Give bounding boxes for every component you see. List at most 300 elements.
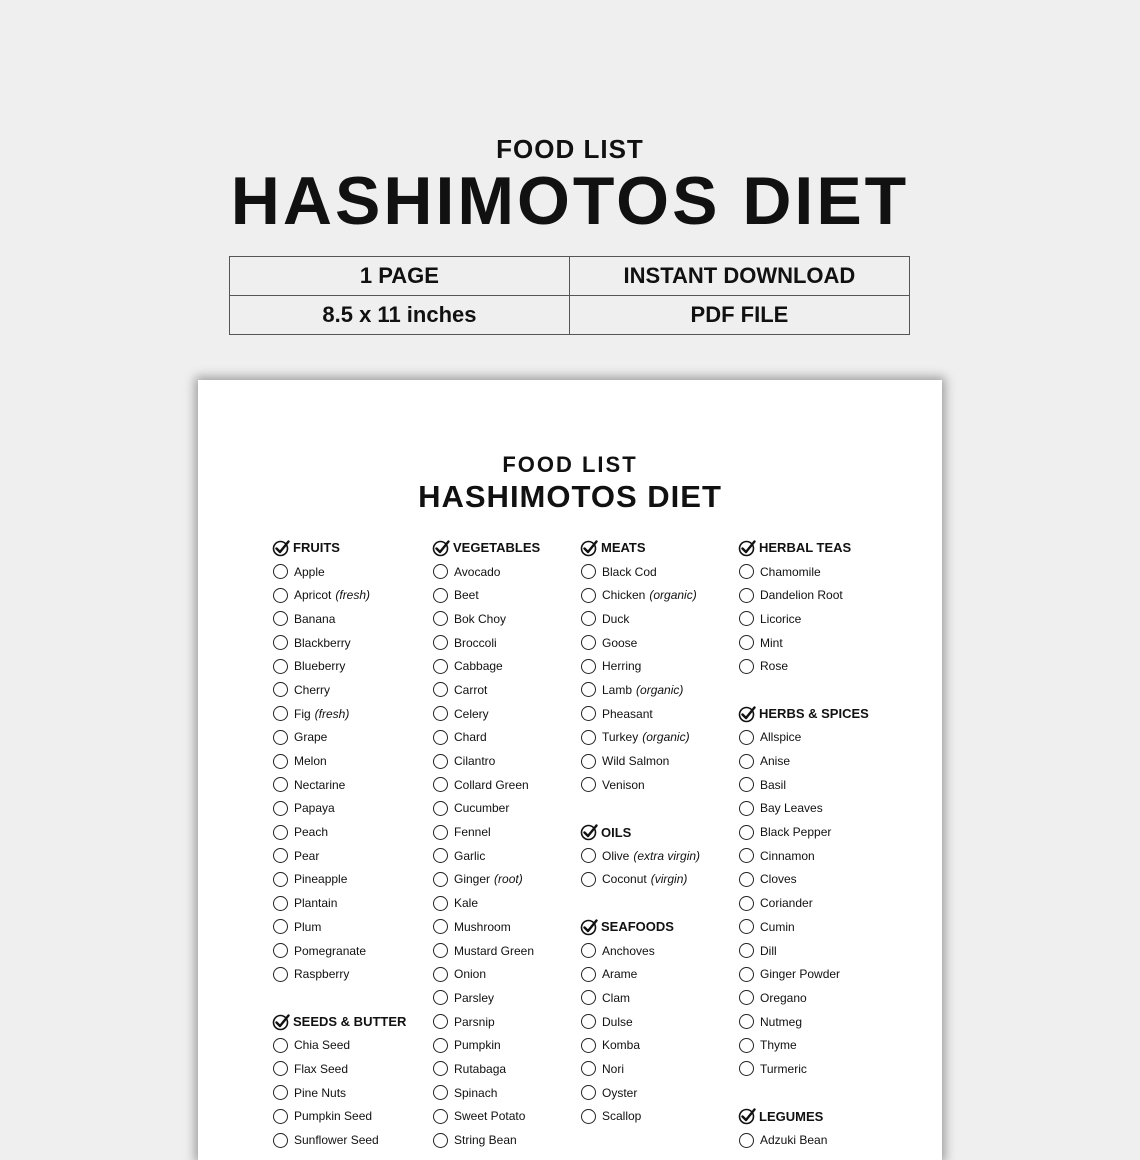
checklist-item-parsley xyxy=(433,986,540,1010)
checklist-item-onion xyxy=(433,962,540,986)
item-label: Goose xyxy=(602,635,638,650)
section-title: LEGUMES xyxy=(759,1108,824,1124)
item-label: Black Cod xyxy=(602,564,657,579)
checklist-item-nutmeg xyxy=(739,1010,869,1034)
item-label: Celery xyxy=(454,706,489,721)
checkbox-circle-icon xyxy=(273,825,288,840)
item-label: Melon xyxy=(294,754,327,769)
checklist-item-oyster xyxy=(581,1081,700,1105)
section-spacer xyxy=(581,797,700,821)
item-label: Thyme xyxy=(760,1038,797,1053)
checkbox-circle-icon xyxy=(581,730,596,745)
item-label: Cilantro xyxy=(454,754,496,769)
checkbox-circle-icon xyxy=(273,919,288,934)
item-label: Sunflower Seed xyxy=(294,1133,379,1148)
checkbox-circle-icon xyxy=(273,588,288,603)
checklist-item-scallop xyxy=(581,1105,700,1129)
checklist-item-coriander xyxy=(739,891,869,915)
food-column-2 xyxy=(433,536,540,1152)
item-label: Collard Green xyxy=(454,777,529,792)
checkbox-circle-icon xyxy=(739,659,754,674)
item-label: Blueberry xyxy=(294,659,346,674)
item-label: Cumin xyxy=(760,919,795,934)
checkbox-circle-icon xyxy=(581,635,596,650)
checklist-item-peach xyxy=(273,820,406,844)
page-title: HASHIMOTOS DIET xyxy=(418,479,722,514)
checkbox-circle-icon xyxy=(433,564,448,579)
checklist-item-dulse xyxy=(581,1010,700,1034)
page-subtitle: FOOD LIST xyxy=(502,452,638,477)
item-label: Broccoli xyxy=(454,635,497,650)
item-label: Papaya xyxy=(294,801,335,816)
checklist-item-nori xyxy=(581,1057,700,1081)
checklist-item-herring xyxy=(581,654,700,678)
section-spacer xyxy=(739,1081,869,1105)
checkbox-circle-icon xyxy=(739,611,754,626)
header-subtitle: FOOD LIST xyxy=(496,134,644,164)
checklist-item-spinach xyxy=(433,1081,540,1105)
checklist-item-parsnip xyxy=(433,1010,540,1034)
checklist-item-flax-seed xyxy=(273,1057,406,1081)
item-label: Parsnip xyxy=(454,1014,495,1029)
checklist-item-clam xyxy=(581,986,700,1010)
checkbox-circle-icon xyxy=(739,1014,754,1029)
checklist-item-thyme xyxy=(739,1033,869,1057)
item-note: (organic) xyxy=(649,588,697,603)
item-label: Beet xyxy=(454,588,479,603)
item-label: Mustard Green xyxy=(454,943,535,958)
checklist-item-apple xyxy=(273,560,406,584)
item-note: (extra virgin) xyxy=(633,848,701,863)
item-label: Grape xyxy=(294,730,328,745)
checkbox-circle-icon xyxy=(273,706,288,721)
item-note: (organic) xyxy=(642,730,690,745)
item-label: Pumpkin xyxy=(454,1038,501,1053)
checkbox-circle-icon xyxy=(581,943,596,958)
item-label: Carrot xyxy=(454,682,488,697)
checklist-item-collard-green xyxy=(433,773,540,797)
checkbox-circle-icon xyxy=(273,659,288,674)
info-format: PDF FILE xyxy=(569,296,909,335)
checkbox-circle-icon xyxy=(433,872,448,887)
checkbox-circle-icon xyxy=(581,754,596,769)
checklist-item-raspberry xyxy=(273,962,406,986)
item-label: Cabbage xyxy=(454,659,503,674)
item-label: Scallop xyxy=(602,1109,642,1124)
checkbox-circle-icon xyxy=(581,682,596,697)
item-label: Oregano xyxy=(760,990,807,1005)
section-spacer xyxy=(581,891,700,915)
item-label: Nori xyxy=(602,1061,625,1076)
info-delivery: INSTANT DOWNLOAD xyxy=(569,257,909,296)
section-header-oils xyxy=(581,820,700,844)
checklist-item-black-cod xyxy=(581,560,700,584)
checkbox-circle-icon xyxy=(273,564,288,579)
section-header-herbal-teas xyxy=(739,536,869,560)
checkbox-circle-icon xyxy=(273,872,288,887)
section-title: HERBS & SPICES xyxy=(759,706,869,722)
checklist-item-blueberry xyxy=(273,654,406,678)
item-label: Turkey xyxy=(602,730,639,745)
checklist-item-pumpkin-seed xyxy=(273,1105,406,1129)
item-label: Rutabaga xyxy=(454,1061,507,1076)
item-label: Cucumber xyxy=(454,801,510,816)
item-note: (root) xyxy=(494,872,523,887)
item-label: Chamomile xyxy=(760,564,821,579)
item-label: Olive xyxy=(602,848,630,863)
checkbox-circle-icon xyxy=(581,659,596,674)
checklist-item-cucumber xyxy=(433,797,540,821)
item-label: Plum xyxy=(294,919,322,934)
item-label: Nectarine xyxy=(294,777,346,792)
checklist-item-cabbage xyxy=(433,654,540,678)
checklist-item-turkey xyxy=(581,726,700,750)
checkbox-circle-icon xyxy=(739,825,754,840)
item-label: Fig xyxy=(294,706,311,721)
checklist-item-melon xyxy=(273,749,406,773)
checklist-item-chia-seed xyxy=(273,1033,406,1057)
checkbox-circle-icon xyxy=(433,706,448,721)
checklist-item-garlic xyxy=(433,844,540,868)
checkbox-circle-icon xyxy=(433,1038,448,1053)
checkbox-circle-icon xyxy=(581,588,596,603)
checkbox-circle-icon xyxy=(273,967,288,982)
info-pages: 1 PAGE xyxy=(230,257,570,296)
checklist-item-celery xyxy=(433,702,540,726)
checklist-item-duck xyxy=(581,607,700,631)
checkbox-circle-icon xyxy=(739,990,754,1005)
checklist-item-dill xyxy=(739,939,869,963)
checkbox-circle-icon xyxy=(273,943,288,958)
checkbox-circle-icon xyxy=(433,1109,448,1124)
item-label: Fennel xyxy=(454,825,491,840)
item-label: Anise xyxy=(760,754,791,769)
checkbox-circle-icon xyxy=(273,777,288,792)
checkmark-icon xyxy=(432,539,450,557)
checkbox-circle-icon xyxy=(433,967,448,982)
section-title: VEGETABLES xyxy=(453,540,541,556)
checkbox-circle-icon xyxy=(433,777,448,792)
checklist-item-olive xyxy=(581,844,700,868)
item-label: Garlic xyxy=(454,848,486,863)
item-label: Komba xyxy=(602,1038,641,1053)
item-label: Apple xyxy=(294,564,325,579)
item-label: String Bean xyxy=(454,1133,517,1148)
checklist-item-ginger xyxy=(433,868,540,892)
checkbox-circle-icon xyxy=(739,801,754,816)
food-column-4 xyxy=(739,536,869,1152)
checkbox-circle-icon xyxy=(739,588,754,603)
section-title: OILS xyxy=(601,824,632,840)
item-label: Plantain xyxy=(294,896,338,911)
header-title: HASHIMOTOS DIET xyxy=(230,163,910,239)
item-label: Flax Seed xyxy=(294,1061,349,1076)
checklist-item-papaya xyxy=(273,797,406,821)
checklist-item-ginger-powder xyxy=(739,962,869,986)
item-label: Dulse xyxy=(602,1014,633,1029)
checkbox-circle-icon xyxy=(739,896,754,911)
checklist-item-allspice xyxy=(739,726,869,750)
checkmark-icon xyxy=(580,918,598,936)
checkbox-circle-icon xyxy=(581,1061,596,1076)
checkbox-circle-icon xyxy=(739,635,754,650)
checkbox-circle-icon xyxy=(273,1109,288,1124)
item-label: Rose xyxy=(760,659,789,674)
checkbox-circle-icon xyxy=(433,919,448,934)
item-note: (organic) xyxy=(636,682,684,697)
section-title: SEEDS & BUTTER xyxy=(293,1014,407,1030)
section-header-seeds-and-butter xyxy=(273,1010,406,1034)
item-label: Pheasant xyxy=(602,706,653,721)
checklist-item-pear xyxy=(273,844,406,868)
item-label: Basil xyxy=(760,777,787,792)
checklist-item-sweet-potato xyxy=(433,1105,540,1129)
checklist-item-chamomile xyxy=(739,560,869,584)
checkbox-circle-icon xyxy=(739,1133,754,1148)
checklist-item-goose xyxy=(581,631,700,655)
item-label: Duck xyxy=(602,611,630,626)
item-label: Bok Choy xyxy=(454,611,507,626)
item-label: Allspice xyxy=(760,730,802,745)
checkbox-circle-icon xyxy=(433,1061,448,1076)
item-label: Black Pepper xyxy=(760,825,832,840)
item-label: Licorice xyxy=(760,611,802,626)
checkbox-circle-icon xyxy=(433,611,448,626)
item-label: Raspberry xyxy=(294,967,350,982)
checkbox-circle-icon xyxy=(581,706,596,721)
checkbox-circle-icon xyxy=(581,611,596,626)
section-header-vegetables xyxy=(433,536,540,560)
item-label: Turmeric xyxy=(760,1061,807,1076)
item-label: Ginger xyxy=(454,872,491,887)
item-label: Onion xyxy=(454,967,487,982)
checklist-item-cherry xyxy=(273,678,406,702)
checkmark-icon xyxy=(272,539,290,557)
checklist-item-plantain xyxy=(273,891,406,915)
checkmark-icon xyxy=(738,1107,756,1125)
checklist-item-pine-nuts xyxy=(273,1081,406,1105)
item-label: Sweet Potato xyxy=(454,1109,526,1124)
food-column-3 xyxy=(581,536,700,1128)
checkbox-circle-icon xyxy=(273,848,288,863)
checklist-item-wild-salmon xyxy=(581,749,700,773)
checkmark-icon xyxy=(580,823,598,841)
section-header-legumes xyxy=(739,1105,869,1129)
checkbox-circle-icon xyxy=(581,990,596,1005)
checkbox-circle-icon xyxy=(739,1038,754,1053)
item-label: Cinnamon xyxy=(760,848,815,863)
checklist-item-pheasant xyxy=(581,702,700,726)
item-label: Parsley xyxy=(454,990,495,1005)
checkbox-circle-icon xyxy=(581,848,596,863)
item-label: Coconut xyxy=(602,872,647,887)
checkbox-circle-icon xyxy=(739,777,754,792)
checklist-item-broccoli xyxy=(433,631,540,655)
checklist-item-chard xyxy=(433,726,540,750)
checklist-item-bok-choy xyxy=(433,607,540,631)
section-spacer xyxy=(273,986,406,1010)
item-label: Chicken xyxy=(602,588,646,603)
checklist-item-dandelion-root xyxy=(739,583,869,607)
checklist-item-adzuki-bean xyxy=(739,1128,869,1152)
checklist-item-chicken xyxy=(581,583,700,607)
checklist-item-mustard-green xyxy=(433,939,540,963)
item-label: Wild Salmon xyxy=(602,754,670,769)
checklist-item-mint xyxy=(739,631,869,655)
checkbox-circle-icon xyxy=(581,967,596,982)
item-label: Blackberry xyxy=(294,635,351,650)
info-size: 8.5 x 11 inches xyxy=(230,296,570,335)
item-label: Chard xyxy=(454,730,487,745)
checkbox-circle-icon xyxy=(433,1014,448,1029)
checkbox-circle-icon xyxy=(433,1133,448,1148)
checklist-item-cumin xyxy=(739,915,869,939)
checklist-item-coconut xyxy=(581,868,700,892)
item-label: Apricot xyxy=(294,588,332,603)
checklist-item-licorice xyxy=(739,607,869,631)
item-label: Pine Nuts xyxy=(294,1085,347,1100)
checkbox-circle-icon xyxy=(273,635,288,650)
item-label: Mint xyxy=(760,635,783,650)
section-header-seafoods xyxy=(581,915,700,939)
item-note: (fresh) xyxy=(335,588,371,603)
checkmark-icon xyxy=(580,539,598,557)
checklist-item-banana xyxy=(273,607,406,631)
checklist-item-black-pepper xyxy=(739,820,869,844)
checkbox-circle-icon xyxy=(273,682,288,697)
item-label: Dill xyxy=(760,943,777,958)
item-label: Cherry xyxy=(294,682,331,697)
checklist-item-carrot xyxy=(433,678,540,702)
checkbox-circle-icon xyxy=(273,1038,288,1053)
checkbox-circle-icon xyxy=(273,754,288,769)
checklist-item-fig xyxy=(273,702,406,726)
checkbox-circle-icon xyxy=(273,611,288,626)
checklist-item-apricot xyxy=(273,583,406,607)
checkbox-circle-icon xyxy=(433,754,448,769)
food-column-1 xyxy=(273,536,406,1152)
checkbox-circle-icon xyxy=(581,777,596,792)
item-label: Anchoves xyxy=(602,943,655,958)
checklist-item-nectarine xyxy=(273,773,406,797)
checkbox-circle-icon xyxy=(433,588,448,603)
checkbox-circle-icon xyxy=(739,754,754,769)
item-note: (fresh) xyxy=(314,706,350,721)
item-label: Spinach xyxy=(454,1085,498,1100)
item-label: Cloves xyxy=(760,872,797,887)
item-label: Pomegranate xyxy=(294,943,367,958)
item-label: Herring xyxy=(602,659,642,674)
checkbox-circle-icon xyxy=(581,1085,596,1100)
checkbox-circle-icon xyxy=(581,1014,596,1029)
checkbox-circle-icon xyxy=(433,730,448,745)
checklist-item-lamb xyxy=(581,678,700,702)
checklist-item-pumpkin xyxy=(433,1033,540,1057)
checkbox-circle-icon xyxy=(739,730,754,745)
checkbox-circle-icon xyxy=(433,635,448,650)
item-label: Peach xyxy=(294,825,329,840)
checkbox-circle-icon xyxy=(581,564,596,579)
checklist-item-plum xyxy=(273,915,406,939)
item-label: Avocado xyxy=(454,564,501,579)
item-label: Ginger Powder xyxy=(760,967,841,982)
checkbox-circle-icon xyxy=(739,919,754,934)
checklist-item-komba xyxy=(581,1033,700,1057)
checklist-item-basil xyxy=(739,773,869,797)
item-label: Pear xyxy=(294,848,320,863)
section-header-fruits xyxy=(273,536,406,560)
item-label: Bay Leaves xyxy=(760,801,823,816)
checklist-item-beet xyxy=(433,583,540,607)
checklist-item-arame xyxy=(581,962,700,986)
section-header-herbs-and-spices xyxy=(739,702,869,726)
checkbox-circle-icon xyxy=(739,848,754,863)
item-label: Pineapple xyxy=(294,872,348,887)
checkmark-icon xyxy=(738,539,756,557)
checkbox-circle-icon xyxy=(433,682,448,697)
item-label: Kale xyxy=(454,896,479,911)
item-label: Coriander xyxy=(760,896,813,911)
section-header-meats xyxy=(581,536,700,560)
checklist-item-oregano xyxy=(739,986,869,1010)
item-label: Chia Seed xyxy=(294,1038,351,1053)
checkbox-circle-icon xyxy=(273,1061,288,1076)
checklist-item-turmeric xyxy=(739,1057,869,1081)
checklist-item-kale xyxy=(433,891,540,915)
item-label: Dandelion Root xyxy=(760,588,843,603)
checkbox-circle-icon xyxy=(273,801,288,816)
item-label: Banana xyxy=(294,611,336,626)
checkbox-circle-icon xyxy=(433,1085,448,1100)
checkbox-circle-icon xyxy=(739,1061,754,1076)
checkbox-circle-icon xyxy=(433,896,448,911)
item-label: Arame xyxy=(602,967,638,982)
checkbox-circle-icon xyxy=(433,943,448,958)
item-note: (virgin) xyxy=(650,872,688,887)
checkbox-circle-icon xyxy=(273,1085,288,1100)
checkmark-icon xyxy=(738,705,756,723)
checklist-item-cinnamon xyxy=(739,844,869,868)
checklist-item-blackberry xyxy=(273,631,406,655)
checklist-item-rutabaga xyxy=(433,1057,540,1081)
item-label: Nutmeg xyxy=(760,1014,803,1029)
item-label: Venison xyxy=(602,777,645,792)
checkbox-circle-icon xyxy=(273,1133,288,1148)
checklist-item-grape xyxy=(273,726,406,750)
checkbox-circle-icon xyxy=(739,943,754,958)
checkbox-circle-icon xyxy=(739,967,754,982)
checkbox-circle-icon xyxy=(581,1038,596,1053)
checkbox-circle-icon xyxy=(433,990,448,1005)
checklist-item-anchoves xyxy=(581,939,700,963)
checkbox-circle-icon xyxy=(433,848,448,863)
item-label: Pumpkin Seed xyxy=(294,1109,373,1124)
checkbox-circle-icon xyxy=(739,872,754,887)
product-info-table xyxy=(229,256,910,335)
checklist-item-sunflower-seed xyxy=(273,1128,406,1152)
checklist-item-pomegranate xyxy=(273,939,406,963)
checkbox-circle-icon xyxy=(581,1109,596,1124)
checkbox-circle-icon xyxy=(581,872,596,887)
checklist-item-bay-leaves xyxy=(739,797,869,821)
item-label: Lamb xyxy=(602,682,633,697)
section-title: FRUITS xyxy=(293,540,340,556)
checklist-item-cilantro xyxy=(433,749,540,773)
checklist-item-cloves xyxy=(739,868,869,892)
checklist-item-mushroom xyxy=(433,915,540,939)
checkbox-circle-icon xyxy=(273,730,288,745)
section-title: HERBAL TEAS xyxy=(759,540,852,556)
